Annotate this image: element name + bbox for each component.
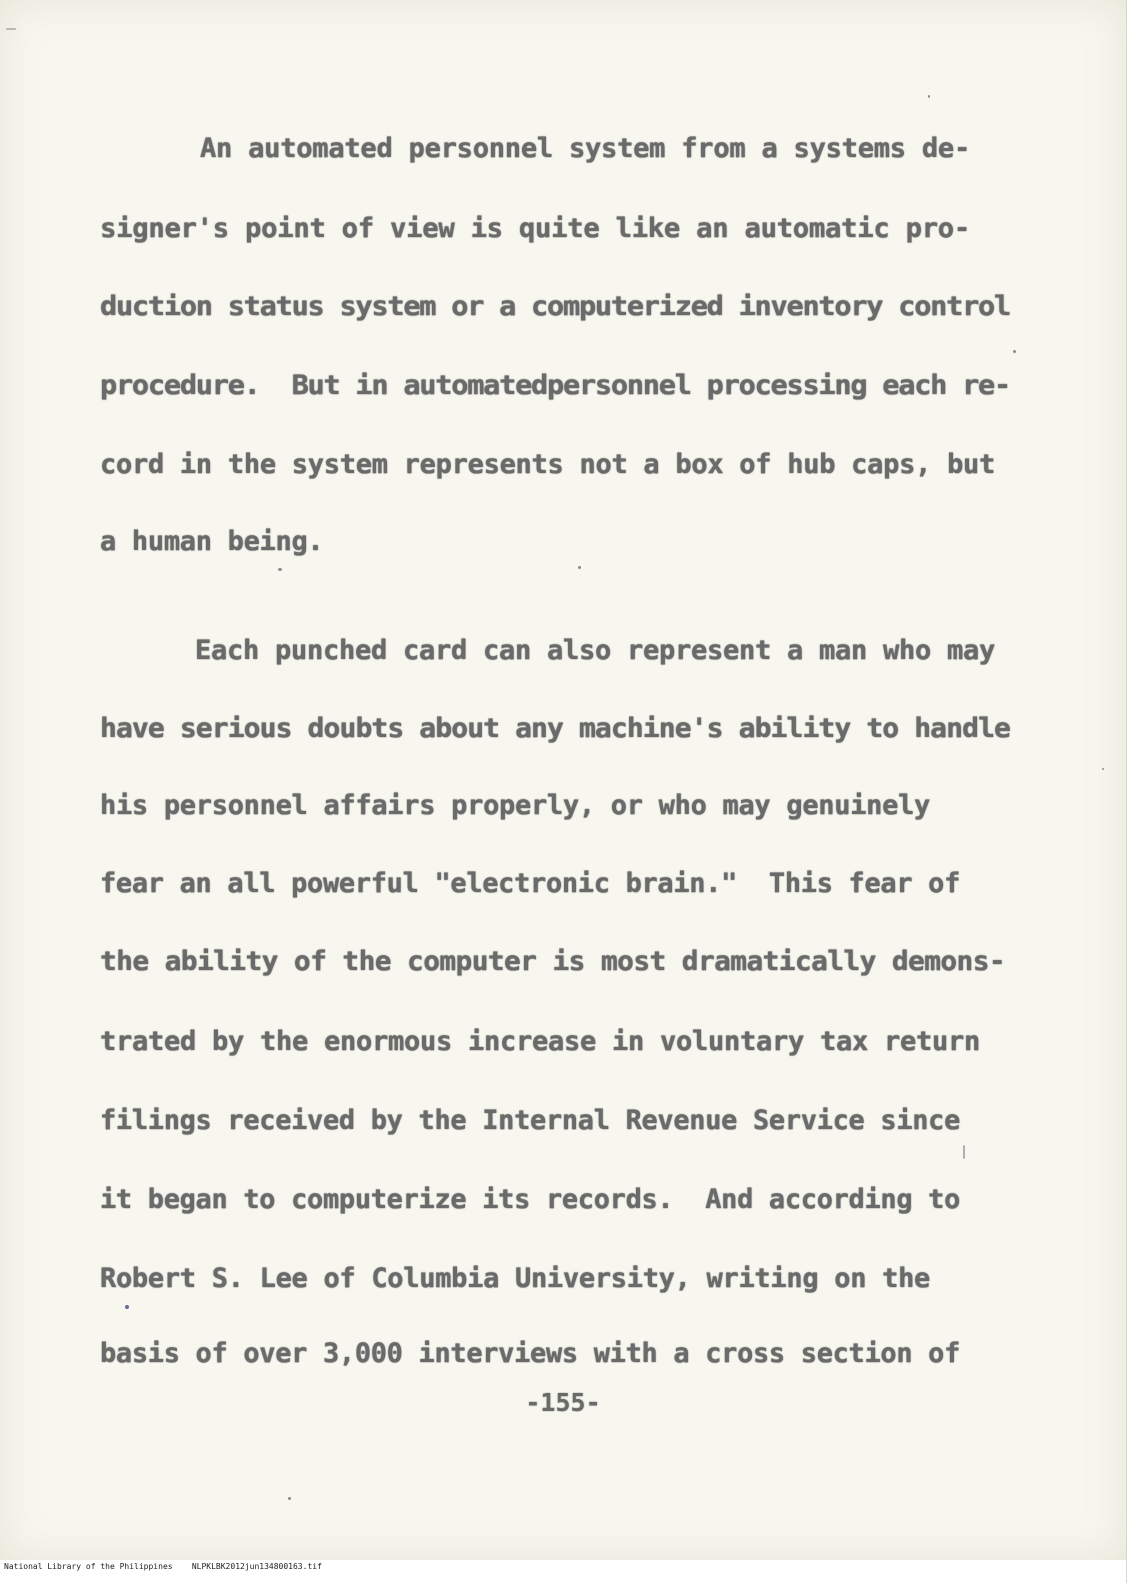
ink-speck xyxy=(288,1497,291,1500)
page-number: -155- xyxy=(525,1388,601,1417)
text-line-11: the ability of the computer is most dramatically demons- xyxy=(100,946,1006,977)
ink-speck xyxy=(125,1305,129,1309)
ink-speck xyxy=(578,566,581,569)
text-line-13: filings received by the Internal Revenue Service since xyxy=(100,1105,961,1136)
footer-library: National Library of the Philippines xyxy=(4,1562,173,1571)
text-line-2: signer's point of view is quite like an automatic pro- xyxy=(100,213,971,244)
text-line-3: duction status system or a computerized inventory control xyxy=(100,291,1011,322)
text-line-5: cord in the system represents not a box of hub caps, but xyxy=(100,449,996,480)
ink-speck xyxy=(278,568,282,571)
text-line-1: An automated personnel system from a systems de- xyxy=(200,133,970,164)
text-line-7: Each punched card can also represent a man who may xyxy=(195,635,996,666)
ink-speck xyxy=(6,28,16,30)
footer-filename: NLPKLBK2012jun134800163.tif xyxy=(191,1562,322,1571)
text-line-10: fear an all powerful "electronic brain." This fear of xyxy=(100,868,961,899)
text-line-12: trated by the enormous increase in voluntary tax return xyxy=(100,1026,981,1057)
ink-speck xyxy=(963,1145,965,1159)
ink-speck xyxy=(1013,350,1016,353)
page-edge xyxy=(1126,0,1135,1583)
text-line-15: Robert S. Lee of Columbia University, writing on the xyxy=(100,1263,931,1294)
text-line-4: procedure. But in automatedpersonnel processing each re- xyxy=(100,370,1011,401)
text-line-14: it began to computerize its records. And according to xyxy=(100,1184,961,1215)
text-line-16: basis of over 3,000 interviews with a cross section of xyxy=(100,1338,961,1369)
text-line-9: his personnel affairs properly, or who may genuinely xyxy=(100,790,931,821)
text-line-8: have serious doubts about any machine's ability to handle xyxy=(100,713,1011,744)
ink-speck xyxy=(1102,768,1104,770)
ink-speck xyxy=(928,95,930,98)
scan-footer xyxy=(4,1562,322,1571)
text-line-6: a human being. xyxy=(100,526,324,557)
